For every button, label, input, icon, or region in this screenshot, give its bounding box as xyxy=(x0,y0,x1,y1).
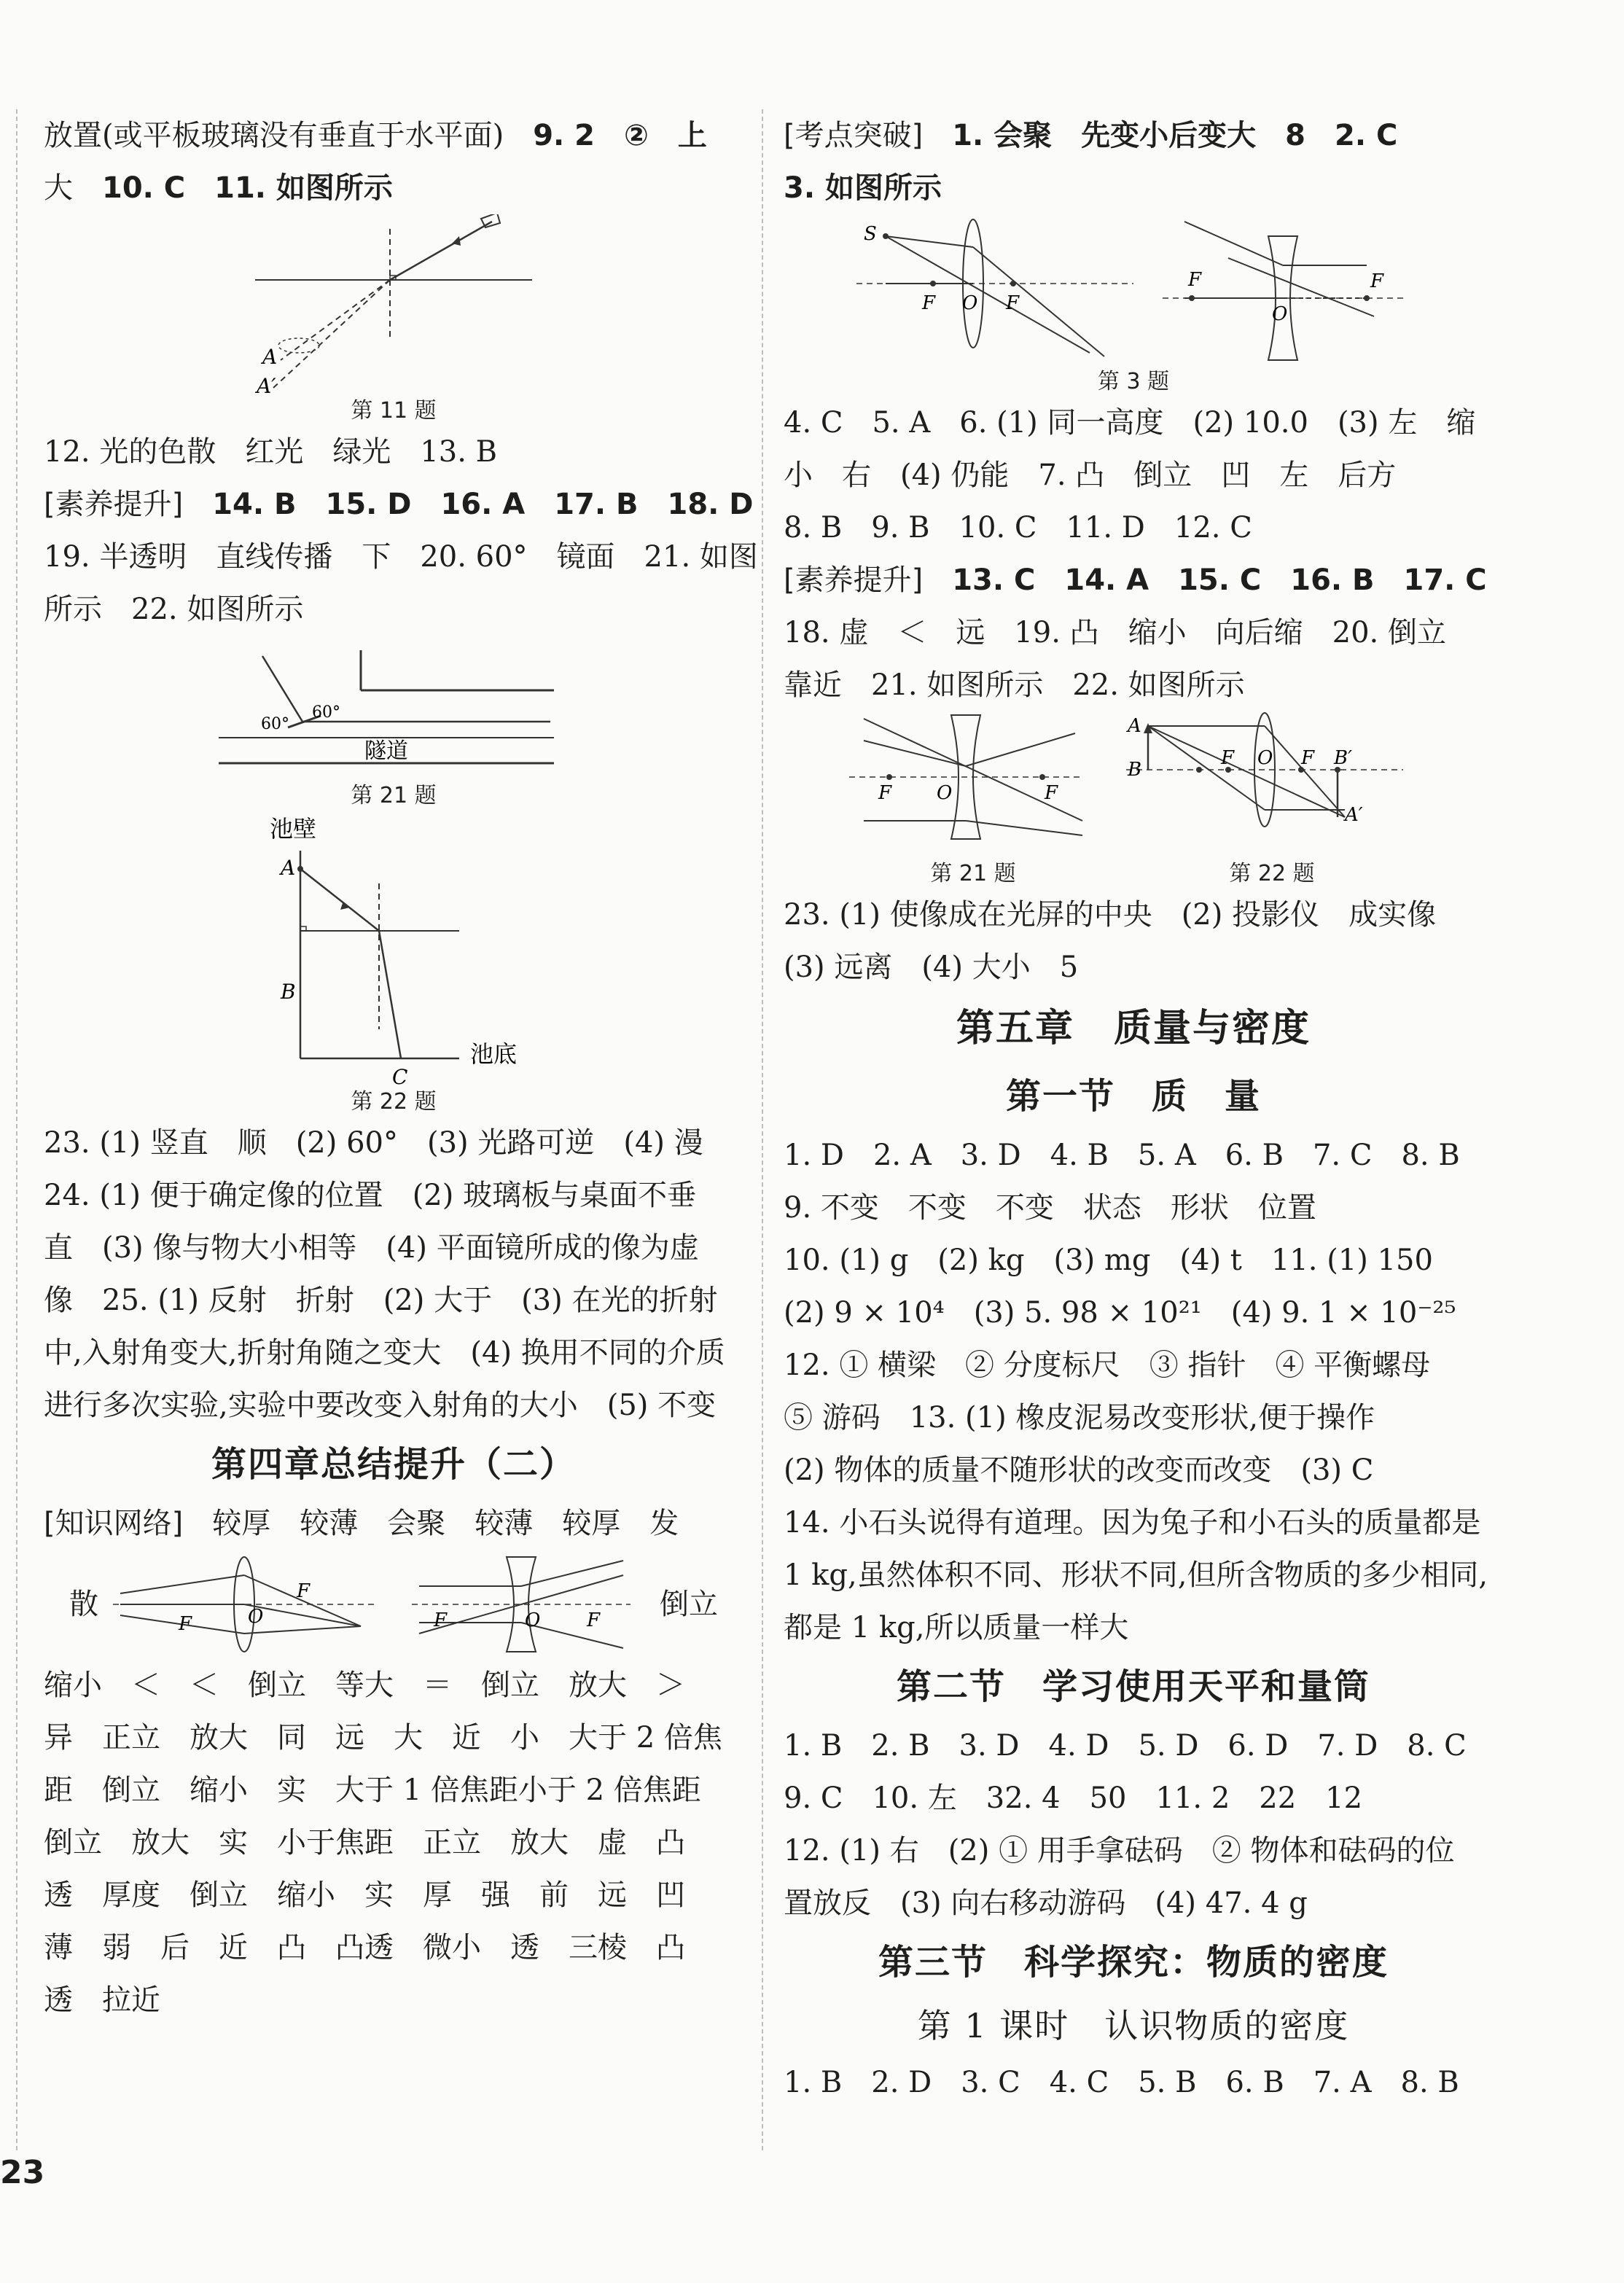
figure-caption: 第 22 题 xyxy=(351,1089,437,1115)
page-number: 23 xyxy=(0,2154,45,2191)
answer-line: (2) 物体的质量不随形状的改变而改变 (3) C xyxy=(784,1453,1374,1487)
answer-line: 1. B 2. D 3. C 4. C 5. B 6. B 7. A 8. B xyxy=(784,2066,1459,2099)
answer-line xyxy=(44,478,754,531)
convex-lens-diagram xyxy=(113,1553,375,1655)
chapter-summary-title: 第四章总结提升（二） xyxy=(211,1444,576,1485)
answer-text: 14. B 15. D 16. A 17. B 18. D xyxy=(212,488,754,521)
answer-line: ⑤ 游码 13. (1) 橡皮泥易改变形状,便于操作 xyxy=(784,1401,1375,1435)
source-point-label: S xyxy=(864,223,877,245)
image-top-label: A′ xyxy=(1345,804,1363,826)
pool-bottom-label: 池底 xyxy=(470,1040,518,1068)
object-top-label: A xyxy=(1128,715,1141,737)
answer-text: 大 xyxy=(44,171,73,205)
answer-line: 19. 半透明 直线传播 下 20. 60° 镜面 21. 如图 xyxy=(44,540,758,574)
focal-point-label: F xyxy=(1188,269,1202,291)
answer-line xyxy=(784,554,1487,606)
figure-21 xyxy=(219,636,569,781)
answer-text: 倒立 xyxy=(660,1588,718,1621)
answer-line: 18. 虚 ＜ 远 19. 凸 缩小 向后缩 20. 倒立 xyxy=(784,616,1446,649)
section-tag: [素养提升] xyxy=(44,488,184,521)
figure-caption: 第 22 题 xyxy=(1229,861,1315,886)
point-a-label: A xyxy=(262,345,278,369)
lesson-1-title: 第 1 课时 认识物质的密度 xyxy=(917,2006,1350,2045)
figure-11 xyxy=(241,214,547,397)
optical-center-label: O xyxy=(962,292,978,314)
figure-21-right xyxy=(849,711,1097,889)
pool-wall-label: 池壁 xyxy=(270,815,317,843)
answer-line: 1. D 2. A 3. D 4. B 5. A 6. B 7. C 8. B xyxy=(784,1139,1460,1172)
figure-21-22-row xyxy=(784,711,1483,889)
answer-line: 24. (1) 便于确定像的位置 (2) 玻璃板与桌面不垂 xyxy=(44,1179,697,1212)
focal-point-label: F xyxy=(878,782,892,804)
figure-caption: 第 11 题 xyxy=(351,398,437,424)
answer-line: 4. C 5. A 6. (1) 同一高度 (2) 10.0 (3) 左 缩 xyxy=(784,406,1476,440)
focal-point-label: F xyxy=(1221,747,1235,769)
focal-point-label: F xyxy=(179,1613,192,1635)
answer-text: 较厚 较薄 会聚 较薄 较厚 发 xyxy=(212,1507,679,1540)
answer-line xyxy=(44,1497,743,1550)
figure-22-convex xyxy=(1126,711,1418,843)
answer-text: 10. C 11. 如图所示 xyxy=(102,171,393,205)
answer-text: 放置(或平板玻璃没有垂直于水平面) xyxy=(44,119,504,152)
section-3-title: 第三节 科学探究：物质的密度 xyxy=(878,1942,1389,1983)
answer-line xyxy=(784,162,1483,214)
answer-line: 置放反 (3) 向右移动游码 (4) 47. 4 g xyxy=(784,1886,1308,1920)
column-divider xyxy=(762,109,763,2150)
answer-text: 3. 如图所示 xyxy=(784,171,942,205)
answer-text: 1. 会聚 先变小后变大 8 2. C xyxy=(952,119,1398,152)
answer-text: 13. C 14. A 15. C 16. B 17. C xyxy=(952,563,1487,597)
answer-line: 直 (3) 像与物大小相等 (4) 平面镜所成的像为虚 xyxy=(44,1231,699,1265)
answer-text: 散 xyxy=(69,1588,98,1621)
answer-line: 所示 22. 如图所示 xyxy=(44,593,304,626)
focal-point-label: F xyxy=(1045,782,1058,804)
answer-line xyxy=(44,109,743,162)
answer-text: 9. 2 ② 上 xyxy=(533,119,707,152)
point-a-label: A xyxy=(281,856,296,880)
section-tag: [考点突破] xyxy=(784,119,924,152)
answer-line: 缩小 ＜ ＜ 倒立 等大 ＝ 倒立 放大 ＞ xyxy=(44,1669,685,1702)
figure-3-convex xyxy=(856,214,1148,367)
point-b-label: B xyxy=(281,980,296,1004)
answer-line: 透 拉近 xyxy=(44,1983,160,2017)
figure-21-concave xyxy=(849,711,1097,843)
answer-line: 8. B 9. B 10. C 11. D 12. C xyxy=(784,511,1252,545)
optical-center-label: O xyxy=(1257,747,1273,769)
answer-line: 14. 小石头说得有道理。因为兔子和小石头的质量都是 xyxy=(784,1506,1481,1539)
angle-label: 60° xyxy=(261,715,289,733)
answer-line: 12. 光的色散 红光 绿光 13. B xyxy=(44,435,498,469)
lens-network-row xyxy=(44,1550,743,1659)
figure-3-row xyxy=(784,214,1483,367)
focal-point-label: F xyxy=(587,1609,601,1631)
section-tag: [知识网络] xyxy=(44,1507,184,1540)
focal-point-label: F xyxy=(922,292,936,314)
point-a-prime-label: A′ xyxy=(257,374,276,397)
section-tag: [素养提升] xyxy=(784,563,924,597)
answer-line: 进行多次实验,实验中要改变入射角的大小 (5) 不变 xyxy=(44,1389,717,1422)
focal-point-label: F xyxy=(434,1609,448,1631)
right-column xyxy=(784,109,1488,2109)
figure-caption: 第 3 题 xyxy=(1097,369,1170,394)
figure-caption: 第 21 题 xyxy=(930,861,1016,886)
optical-center-label: O xyxy=(248,1606,264,1628)
concave-lens-diagram xyxy=(412,1553,631,1655)
chapter-5-title: 第五章 质量与密度 xyxy=(956,1007,1311,1050)
image-base-label: B′ xyxy=(1334,747,1353,769)
answer-line: 9. 不变 不变 不变 状态 形状 位置 xyxy=(784,1191,1316,1225)
point-c-label: C xyxy=(392,1065,408,1088)
left-column xyxy=(44,109,758,2026)
section-1-title: 第一节 质 量 xyxy=(1005,1076,1261,1117)
answer-line: (2) 9 × 10⁴ (3) 5. 98 × 10²¹ (4) 9. 1 × 10⁻²⁵ xyxy=(784,1296,1456,1330)
answer-line: 靠近 21. 如图所示 22. 如图所示 xyxy=(784,668,1245,702)
answer-line: 12. (1) 右 (2) ① 用手拿砝码 ② 物体和砝码的位 xyxy=(784,1834,1455,1868)
answer-line: 23. (1) 使像成在光屏的中央 (2) 投影仪 成实像 xyxy=(784,898,1437,932)
answer-line: 10. (1) g (2) kg (3) mg (4) t 11. (1) 150 xyxy=(784,1244,1433,1277)
figure-22-right xyxy=(1126,711,1418,889)
figure-3-concave xyxy=(1163,214,1410,367)
focal-point-label: F xyxy=(1006,292,1020,314)
answer-line: 1. B 2. B 3. D 4. D 5. D 6. D 7. D 8. C xyxy=(784,1729,1467,1763)
figure-22 xyxy=(241,811,547,1088)
focal-point-label: F xyxy=(1301,747,1315,769)
answer-line: 小 右 (4) 仍能 7. 凸 倒立 凹 左 后方 xyxy=(784,458,1397,492)
angle-label: 60° xyxy=(312,703,340,722)
answer-line: 异 正立 放大 同 远 大 近 小 大于 2 倍焦 xyxy=(44,1721,722,1755)
answer-line: 23. (1) 竖直 顺 (2) 60° (3) 光路可逆 (4) 漫 xyxy=(44,1126,703,1160)
section-2-title: 第二节 学习使用天平和量筒 xyxy=(896,1666,1370,1707)
answer-line: 透 厚度 倒立 缩小 实 厚 强 前 远 凹 xyxy=(44,1878,685,1912)
optical-center-label: O xyxy=(937,782,953,804)
answer-line: 薄 弱 后 近 凸 凸透 微小 透 三棱 凸 xyxy=(44,1931,685,1964)
answer-line: 倒立 放大 实 小于焦距 正立 放大 虚 凸 xyxy=(44,1826,685,1859)
optical-center-label: O xyxy=(525,1609,541,1631)
answer-line: 距 倒立 缩小 实 大于 1 倍焦距小于 2 倍焦距 xyxy=(44,1773,701,1807)
tunnel-label: 隧道 xyxy=(364,738,408,764)
object-base-label: B xyxy=(1128,759,1142,781)
answer-line: 都是 1 kg,所以质量一样大 xyxy=(784,1611,1129,1644)
figure-caption: 第 21 题 xyxy=(351,783,437,808)
answer-line: 中,入射角变大,折射角随之变大 (4) 换用不同的介质 xyxy=(44,1336,725,1370)
answer-line: 12. ① 横梁 ② 分度标尺 ③ 指针 ④ 平衡螺母 xyxy=(784,1349,1431,1382)
answer-line: (3) 远离 (4) 大小 5 xyxy=(784,951,1079,984)
focal-point-label: F xyxy=(1370,270,1384,292)
answer-line xyxy=(44,162,743,214)
answer-line: 像 25. (1) 反射 折射 (2) 大于 (3) 在光的折射 xyxy=(44,1284,718,1317)
focal-point-label: F xyxy=(297,1580,311,1602)
answer-line: 1 kg,虽然体积不同、形状不同,但所含物质的多少相同, xyxy=(784,1558,1488,1592)
answer-line xyxy=(784,109,1483,162)
optical-center-label: O xyxy=(1272,303,1288,325)
left-margin-rule xyxy=(16,109,17,2150)
answer-line: 9. C 10. 左 32. 4 50 11. 2 22 12 xyxy=(784,1781,1363,1815)
